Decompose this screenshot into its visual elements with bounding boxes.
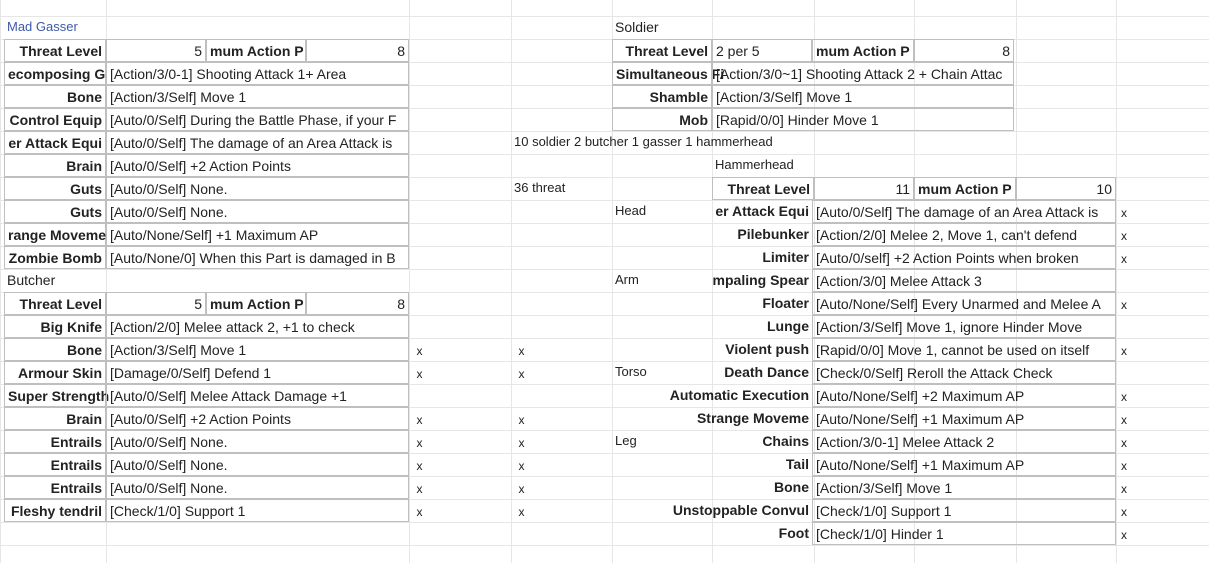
part-desc[interactable]: [Auto/None/Self] +2 Maximum AP xyxy=(812,384,1116,407)
part-desc[interactable]: [Auto/None/Self] +1 Maximum AP xyxy=(812,453,1116,476)
part-name[interactable]: Automatic Execution xyxy=(669,387,809,403)
part-name[interactable]: mpaling Spear xyxy=(712,272,809,288)
part-desc[interactable]: [Auto/0/self] +2 Action Points when broken xyxy=(812,246,1116,269)
part-desc[interactable]: [Auto/0/Self] None. xyxy=(106,453,409,476)
max-ap-label[interactable]: mum Action P xyxy=(206,39,306,62)
part-name[interactable]: Chains xyxy=(762,433,809,449)
hammerhead-title[interactable]: Hammerhead xyxy=(715,157,794,172)
part-name[interactable]: Limiter xyxy=(762,249,809,265)
check-mark[interactable]: x xyxy=(518,459,525,473)
location-arm[interactable]: Arm xyxy=(615,272,639,287)
butcher-title[interactable]: Butcher xyxy=(7,272,56,288)
check-mark[interactable]: x xyxy=(518,436,525,450)
part-name[interactable]: Death Dance xyxy=(724,364,809,380)
check-mark[interactable]: x xyxy=(1121,482,1127,496)
part-name[interactable]: Brain xyxy=(4,154,106,177)
part-desc[interactable]: [Auto/0/Self] Melee Attack Damage +1 xyxy=(106,384,409,407)
part-desc[interactable]: [Auto/0/Self] The damage of an Area Attack is xyxy=(812,200,1116,223)
check-mark[interactable]: x xyxy=(416,482,423,496)
threat-level-value[interactable]: 5 xyxy=(106,292,206,315)
part-desc[interactable]: [Check/1/0] Support 1 xyxy=(812,499,1116,522)
part-name[interactable]: Tail xyxy=(785,456,809,472)
threat-level-value[interactable]: 5 xyxy=(106,39,206,62)
threat-level-label[interactable]: Threat Level xyxy=(4,39,106,62)
max-ap-value[interactable]: 8 xyxy=(914,39,1014,62)
part-name[interactable]: Bone xyxy=(4,338,106,361)
part-name[interactable]: range Moveme xyxy=(4,223,106,246)
check-mark[interactable]: x xyxy=(416,413,423,427)
part-desc[interactable]: [Check/1/0] Hinder 1 xyxy=(812,522,1116,545)
part-desc[interactable]: [Auto/0/Self] None. xyxy=(106,430,409,453)
check-mark[interactable]: x xyxy=(1121,505,1127,519)
part-desc[interactable]: [Auto/0/Self] +2 Action Points xyxy=(106,407,409,430)
check-mark[interactable]: x xyxy=(416,367,423,381)
threat-level-value[interactable]: 11 xyxy=(814,177,914,200)
check-mark[interactable]: x xyxy=(1121,252,1127,266)
check-mark[interactable]: x xyxy=(1121,459,1127,473)
threat-level-label[interactable]: Threat Level xyxy=(4,292,106,315)
max-ap-label[interactable]: mum Action P xyxy=(812,39,914,62)
part-desc[interactable]: [Rapid/0/0] Move 1, cannot be used on itself xyxy=(812,338,1116,361)
part-name[interactable]: Strange Moveme xyxy=(696,410,809,426)
part-desc[interactable]: [Action/3/0~1] Shooting Attack 2 + Chain Attac xyxy=(712,62,1014,85)
part-desc[interactable]: [Check/0/Self] Reroll the Attack Check xyxy=(812,361,1116,384)
part-name[interactable]: er Attack Equi xyxy=(4,131,106,154)
threat-level-value[interactable]: 2 per 5 xyxy=(712,39,812,62)
part-desc[interactable]: [Auto/0/Self] +2 Action Points xyxy=(106,154,409,177)
location-torso[interactable]: Torso xyxy=(615,364,647,379)
part-desc[interactable]: [Auto/0/Self] None. xyxy=(106,476,409,499)
part-desc[interactable]: [Rapid/0/0] Hinder Move 1 xyxy=(712,108,1014,131)
part-name[interactable]: Entrails xyxy=(4,430,106,453)
part-name[interactable]: Bone xyxy=(4,85,106,108)
part-desc[interactable]: [Auto/None/0] When this Part is damaged in B xyxy=(106,246,409,269)
part-name[interactable]: Guts xyxy=(4,200,106,223)
check-mark[interactable]: x xyxy=(518,413,525,427)
part-desc[interactable]: [Action/3/0-1] Melee Attack 2 xyxy=(812,430,1116,453)
part-name[interactable]: Bone xyxy=(774,479,809,495)
part-desc[interactable]: [Auto/None/Self] +1 Maximum AP xyxy=(812,407,1116,430)
part-desc[interactable]: [Damage/0/Self] Defend 1 xyxy=(106,361,409,384)
part-name[interactable]: Foot xyxy=(778,525,809,541)
threat-level-label[interactable]: Threat Level xyxy=(712,177,814,200)
part-name[interactable]: Super Strength xyxy=(4,384,106,407)
check-mark[interactable]: x xyxy=(518,367,525,381)
part-desc[interactable]: [Action/3/Self] Move 1, ignore Hinder Move xyxy=(812,315,1116,338)
check-mark[interactable]: x xyxy=(1121,436,1127,450)
roster-note[interactable]: 10 soldier 2 butcher 1 gasser 1 hammerhead xyxy=(514,134,773,149)
part-name[interactable]: Shamble xyxy=(612,85,712,108)
threat-level-label[interactable]: Threat Level xyxy=(612,39,712,62)
part-desc[interactable]: [Action/3/0-1] Shooting Attack 1+ Area xyxy=(106,62,409,85)
part-desc[interactable]: [Action/2/0] Melee 2, Move 1, can't defend xyxy=(812,223,1116,246)
part-desc[interactable]: [Action/3/Self] Move 1 xyxy=(812,476,1116,499)
part-desc[interactable]: [Auto/0/Self] The damage of an Area Attack is xyxy=(106,131,409,154)
part-name[interactable]: Lunge xyxy=(767,318,809,334)
part-desc[interactable]: [Auto/0/Self] During the Battle Phase, if your F xyxy=(106,108,409,131)
part-name[interactable]: Control Equip xyxy=(4,108,106,131)
check-mark[interactable]: x xyxy=(1121,390,1127,404)
threat-total-note[interactable]: 36 threat xyxy=(514,180,566,195)
location-leg[interactable]: Leg xyxy=(615,433,637,448)
part-name[interactable]: Entrails xyxy=(4,476,106,499)
part-name[interactable]: Unstoppable Convul xyxy=(672,502,809,518)
max-ap-value[interactable]: 8 xyxy=(306,39,409,62)
part-desc[interactable]: [Check/1/0] Support 1 xyxy=(106,499,409,522)
part-desc[interactable]: [Action/2/0] Melee attack 2, +1 to check xyxy=(106,315,409,338)
part-name[interactable]: Pilebunker xyxy=(737,226,809,242)
part-name[interactable]: Entrails xyxy=(4,453,106,476)
check-mark[interactable]: x xyxy=(416,505,423,519)
check-mark[interactable]: x xyxy=(518,482,525,496)
mad-gasser-title[interactable]: Mad Gasser xyxy=(7,19,78,34)
max-ap-value[interactable]: 10 xyxy=(1016,177,1116,200)
max-ap-label[interactable]: mum Action P xyxy=(206,292,306,315)
part-name[interactable]: Fleshy tendril xyxy=(4,499,106,522)
part-name[interactable]: ecomposing G xyxy=(4,62,106,85)
part-name[interactable]: Mob xyxy=(612,108,712,131)
check-mark[interactable]: x xyxy=(1121,528,1127,542)
part-name[interactable]: er Attack Equi xyxy=(715,203,809,219)
part-desc[interactable]: [Auto/0/Self] None. xyxy=(106,200,409,223)
check-mark[interactable]: x xyxy=(1121,298,1127,312)
part-desc[interactable]: [Action/3/Self] Move 1 xyxy=(106,338,409,361)
check-mark[interactable]: x xyxy=(416,459,423,473)
part-name[interactable]: Violent push xyxy=(725,341,809,357)
part-desc[interactable]: [Auto/None/Self] Every Unarmed and Melee A xyxy=(812,292,1116,315)
part-name[interactable]: Armour Skin xyxy=(4,361,106,384)
check-mark[interactable]: x xyxy=(1121,206,1127,220)
part-desc[interactable]: [Action/3/0] Melee Attack 3 xyxy=(812,269,1116,292)
part-desc[interactable]: [Action/3/Self] Move 1 xyxy=(712,85,1014,108)
part-name[interactable]: Brain xyxy=(4,407,106,430)
part-name[interactable]: Floater xyxy=(762,295,809,311)
part-name[interactable]: Big Knife xyxy=(4,315,106,338)
check-mark[interactable]: x xyxy=(1121,413,1127,427)
check-mark[interactable]: x xyxy=(1121,229,1127,243)
location-head[interactable]: Head xyxy=(615,203,647,218)
check-mark[interactable]: x xyxy=(518,344,525,358)
check-mark[interactable]: x xyxy=(416,344,423,358)
max-ap-value[interactable]: 8 xyxy=(306,292,409,315)
soldier-title[interactable]: Soldier xyxy=(615,19,659,35)
part-name[interactable]: Zombie Bomb xyxy=(4,246,106,269)
part-desc[interactable]: [Auto/None/Self] +1 Maximum AP xyxy=(106,223,409,246)
part-name[interactable]: Simultaneous Fi xyxy=(612,62,712,85)
part-desc[interactable]: [Action/3/Self] Move 1 xyxy=(106,85,409,108)
max-ap-label[interactable]: mum Action P xyxy=(914,177,1016,200)
check-mark[interactable]: x xyxy=(416,436,423,450)
part-desc[interactable]: [Auto/0/Self] None. xyxy=(106,177,409,200)
check-mark[interactable]: x xyxy=(518,505,525,519)
part-name[interactable]: Guts xyxy=(4,177,106,200)
check-mark[interactable]: x xyxy=(1121,344,1127,358)
